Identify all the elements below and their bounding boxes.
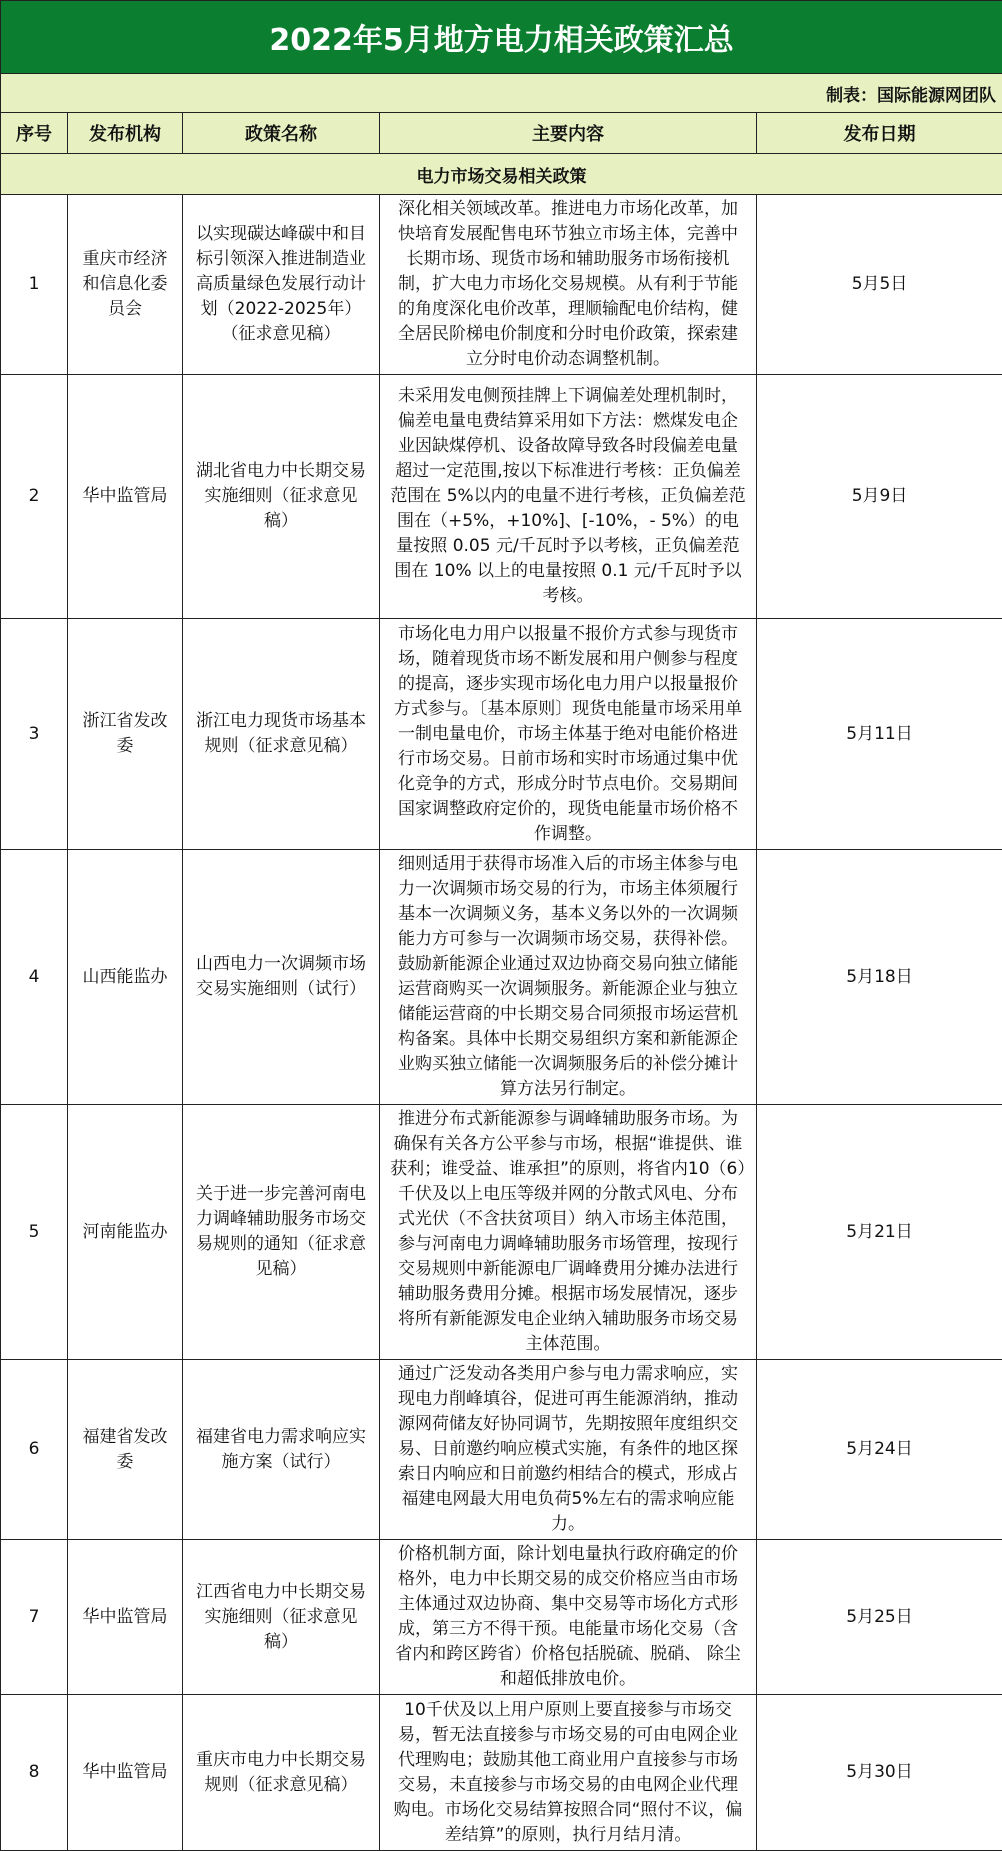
header-content: 主要内容	[380, 113, 757, 154]
row-content: 10千伏及以上用户原则上要直接参与市场交易，暂无法直接参与市场交易的可由电网企业代理购电；鼓励其他工商业用户直接参与市场交易，未直接参与市场交易的由电网企业代理购电。市场化交易结算按照合同“照付不议，偏差结算”的原则，执行月结月清。	[380, 1695, 757, 1851]
row-org: 重庆市经济和信息化委员会	[68, 195, 183, 375]
row-number: 4	[1, 850, 68, 1105]
row-number: 7	[1, 1540, 68, 1695]
row-policy-name: 湖北省电力中长期交易实施细则（征求意见稿）	[183, 375, 380, 619]
table-row	[1, 850, 1002, 1105]
row-number: 6	[1, 1360, 68, 1540]
row-date: 5月24日	[757, 1360, 1002, 1540]
row-date: 5月25日	[757, 1540, 1002, 1695]
table-row	[1, 195, 1002, 375]
row-org: 华中监管局	[68, 375, 183, 619]
section-title: 电力市场交易相关政策	[1, 154, 1002, 195]
row-content: 推进分布式新能源参与调峰辅助服务市场。为确保有关各方公平参与市场，根据“谁提供、谁获利；谁受益、谁承担”的原则，将省内10（6）千伏及以上电压等级并网的分散式风电、分布式光伏（不含扶贫项目）纳入市场主体范围，参与河南电力调峰辅助服务市场管理，按现行交易规则中新能源电厂调峰费用分摊办法进行辅助服务费用分摊。根据市场发展情况，逐步将所有新能源发电企业纳入辅助服务市场交易主体范围。	[380, 1105, 757, 1360]
row-policy-name: 浙江电力现货市场基本规则（征求意见稿）	[183, 619, 380, 850]
table-row	[1, 1105, 1002, 1360]
table-row	[1, 619, 1002, 850]
row-number: 1	[1, 195, 68, 375]
row-content: 通过广泛发动各类用户参与电力需求响应，实现电力削峰填谷，促进可再生能源消纳，推动源网荷储友好协同调节，先期按照年度组织交易、日前邀约响应模式实施，有条件的地区探索日内响应和日前邀约相结合的模式，形成占福建电网最大用电负荷5%左右的需求响应能力。	[380, 1360, 757, 1540]
row-org: 华中监管局	[68, 1540, 183, 1695]
header-name: 政策名称	[183, 113, 380, 154]
table-row	[1, 1540, 1002, 1695]
header-org: 发布机构	[68, 113, 183, 154]
header-date: 发布日期	[757, 113, 1002, 154]
row-content: 细则适用于获得市场准入后的市场主体参与电力一次调频市场交易的行为，市场主体须履行基本一次调频义务，基本义务以外的一次调频能力方可参与一次调频市场交易，获得补偿。鼓励新能源企业通过双边协商交易向独立储能运营商购买一次调频服务。新能源企业与独立储能运营商的中长期交易合同须报市场运营机构备案。具体中长期交易组织方案和新能源企业购买独立储能一次调频服务后的补偿分摊计算方法另行制定。	[380, 850, 757, 1105]
table-row	[1, 375, 1002, 619]
row-date: 5月11日	[757, 619, 1002, 850]
row-org: 华中监管局	[68, 1695, 183, 1851]
row-policy-name: 以实现碳达峰碳中和目标引领深入推进制造业高质量绿色发展行动计划（2022-2025年）（征求意见稿）	[183, 195, 380, 375]
row-policy-name: 重庆市电力中长期交易规则（征求意见稿）	[183, 1695, 380, 1851]
row-date: 5月21日	[757, 1105, 1002, 1360]
row-policy-name: 福建省电力需求响应实施方案（试行）	[183, 1360, 380, 1540]
section-row	[1, 154, 1002, 195]
row-content: 深化相关领域改革。推进电力市场化改革，加快培育发展配售电环节独立市场主体，完善中长期市场、现货市场和辅助服务市场衔接机制，扩大电力市场化交易规模。从有利于节能的角度深化电价改革，理顺输配电价结构，健全居民阶梯电价制度和分时电价政策，探索建立分时电价动态调整机制。	[380, 195, 757, 375]
row-date: 5月18日	[757, 850, 1002, 1105]
row-content: 市场化电力用户以报量不报价方式参与现货市场，随着现货市场不断发展和用户侧参与程度的提高，逐步实现市场化电力用户以报量报价方式参与。〔基本原则〕现货电能量市场采用单一制电量电价，市场主体基于绝对电能价格进行市场交易。日前市场和实时市场通过集中优化竞争的方式，形成分时节点电价。交易期间国家调整政府定价的，现货电能量市场价格不作调整。	[380, 619, 757, 850]
row-date: 5月9日	[757, 375, 1002, 619]
row-content: 未采用发电侧预挂牌上下调偏差处理机制时，偏差电量电费结算采用如下方法：燃煤发电企业因缺煤停机、设备故障导致各时段偏差电量超过一定范围,按以下标准进行考核：正负偏差范围在 5%以内的电量不进行考核，正负偏差范围在（+5%，+10%]、[-10%，- 5%）的电量按照 0.05 元/千瓦时予以考核，正负偏差范围在 10% 以上的电量按照 0.1 元/千瓦时予以考核。	[380, 375, 757, 619]
row-policy-name: 关于进一步完善河南电力调峰辅助服务市场交易规则的通知（征求意见稿）	[183, 1105, 380, 1360]
table-row	[1, 1695, 1002, 1851]
maker-label: 制表：国际能源网团队	[1, 74, 1002, 113]
row-org: 福建省发改委	[68, 1360, 183, 1540]
row-number: 2	[1, 375, 68, 619]
title-row	[1, 1, 1002, 74]
row-org: 河南能监办	[68, 1105, 183, 1360]
row-content: 价格机制方面，除计划电量执行政府确定的价格外，电力中长期交易的成交价格应当由市场主体通过双边协商、集中交易等市场化方式形成，第三方不得干预。电能量市场化交易（含省内和跨区跨省）价格包括脱硫、脱硝、 除尘和超低排放电价。	[380, 1540, 757, 1695]
row-org: 浙江省发改委	[68, 619, 183, 850]
header-num: 序号	[1, 113, 68, 154]
row-number: 3	[1, 619, 68, 850]
row-number: 5	[1, 1105, 68, 1360]
table-row	[1, 1360, 1002, 1540]
row-policy-name: 江西省电力中长期交易实施细则（征求意见稿）	[183, 1540, 380, 1695]
row-policy-name: 山西电力一次调频市场交易实施细则（试行）	[183, 850, 380, 1105]
row-number: 8	[1, 1695, 68, 1851]
header-row	[1, 113, 1002, 154]
maker-row	[1, 74, 1002, 113]
row-date: 5月30日	[757, 1695, 1002, 1851]
page-title: 2022年5月地方电力相关政策汇总	[1, 1, 1002, 74]
row-date: 5月5日	[757, 195, 1002, 375]
row-org: 山西能监办	[68, 850, 183, 1105]
